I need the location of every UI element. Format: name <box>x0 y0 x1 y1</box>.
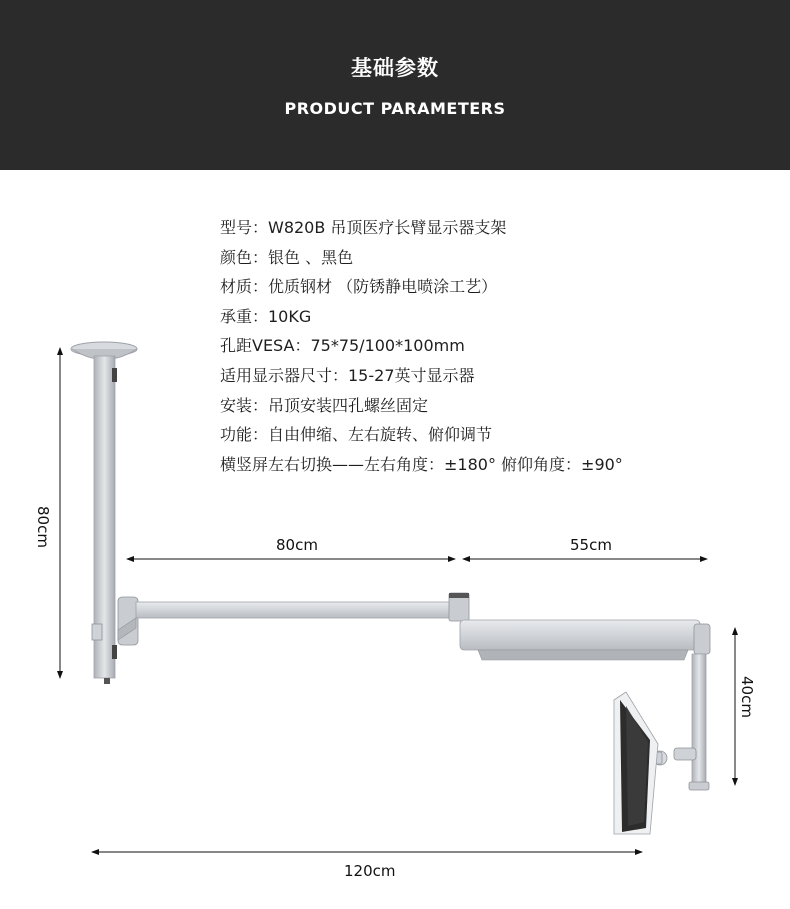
monitor <box>614 692 658 834</box>
drop-pole <box>648 654 709 790</box>
param-vesa: 孔距VESA：75*75/100*100mm <box>220 336 465 356</box>
second-arm-label: 55cm <box>570 536 612 554</box>
param-install: 安装：吊顶安装四孔螺丝固定 <box>220 395 429 415</box>
height-label-text: 80cm <box>34 506 52 548</box>
drop-label-text: 40cm <box>738 676 756 718</box>
param-color: 颜色：银色 、黑色 <box>220 247 354 267</box>
total-width-label: 120cm <box>344 862 396 880</box>
second-arm <box>460 620 710 660</box>
vertical-pole <box>92 356 117 684</box>
param-model: 型号：W820B 吊顶医疗长臂显示器支架 <box>220 218 507 237</box>
page-title: 基础参数 <box>351 56 439 80</box>
param-screen-size: 适用显示器尺寸：15-27英寸显示器 <box>220 365 475 385</box>
param-material: 材质：优质钢材 （防锈静电喷涂工艺） <box>220 277 498 297</box>
main-arm <box>118 593 469 645</box>
param-function: 功能：自由伸缩、左右旋转、俯仰调节 <box>220 425 493 445</box>
param-load: 承重：10KG <box>220 306 312 326</box>
page-subtitle: PRODUCT PARAMETERS <box>284 99 506 118</box>
arm-length-label: 80cm <box>276 536 318 554</box>
param-rotation: 横竖屏左右切换——左右角度：±180° 俯仰角度：±90° <box>220 454 623 474</box>
